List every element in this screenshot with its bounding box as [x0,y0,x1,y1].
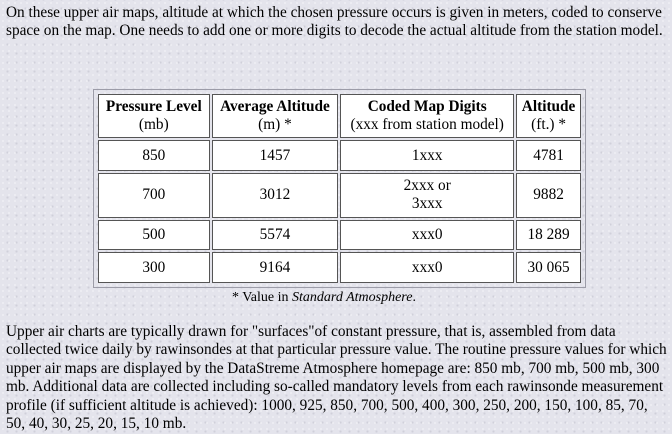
altitude-table [96,92,583,285]
cell-coded-digits: 1xxx [340,140,514,171]
table-row [98,252,581,283]
header-title: Coded Map Digits [367,98,487,116]
cell-pressure: 500 [98,220,210,251]
cell-average-altitude: 1457 [212,140,339,171]
footnote-italic: Standard Atmosphere [292,290,413,305]
cell-coded-digits: xxx0 [340,252,514,283]
coded-digits-line: 3xxx [411,195,443,213]
cell-altitude-ft: 30 065 [516,252,581,283]
intro-paragraph: On these upper air maps, altitude at which the chosen pressure occurs is given in meters, coded to conserve space on the map. One needs to add one or more digits to decode the actual altitude from the station model. [6,4,663,40]
cell-coded-digits: xxx0 [340,220,514,251]
cell-altitude-ft: 9882 [516,173,581,217]
header-altitude-ft [516,94,581,138]
header-unit: (xxx from station model) [350,116,504,134]
table-header-row [98,94,581,138]
header-unit: (mb) [138,116,169,134]
outro-paragraph: Upper air charts are typically drawn for "surfaces"of constant pressure, that is, assembled from data collected twice daily by rawinsondes at that particular pressure value. The routine pressure values for which upper air maps are displayed by the DataStreme Atmosphere homepage are: 850 mb, 700 mb, 500 mb, 300 mb. Additional data are collected including so-called mandatory levels from each rawinsonde measurement profile (if sufficient altitude is achieved): 1000, 925, 850, 700, 500, 400, 300, 250, 200, 150, 100, 85, 70, 50, 40, 30, 25, 20, 15, 10 mb. [6,323,667,433]
cell-average-altitude: 3012 [212,173,339,217]
cell-pressure: 700 [98,173,210,217]
header-average-altitude [212,94,339,138]
header-coded-map-digits [340,94,514,138]
altitude-table-frame [93,89,586,288]
cell-average-altitude: 9164 [212,252,339,283]
cell-pressure: 850 [98,140,210,171]
table-footnote [232,289,416,307]
header-unit: (m) * [258,116,292,134]
table-row [98,140,581,171]
cell-altitude-ft: 18 289 [516,220,581,251]
footnote-prefix: * Value in [232,290,293,305]
cell-altitude-ft: 4781 [516,140,581,171]
header-title: Average Altitude [220,98,330,116]
cell-average-altitude: 5574 [212,220,339,251]
footnote-suffix: . [412,290,416,305]
header-unit: (ft.) * [531,116,566,134]
header-pressure-level [98,94,210,138]
table-row [98,220,581,251]
cell-coded-digits [340,173,514,217]
header-title: Altitude [521,98,576,116]
cell-pressure: 300 [98,252,210,283]
coded-digits-line: 2xxx or [403,177,451,195]
table-row [98,173,581,217]
header-title: Pressure Level [105,98,202,116]
